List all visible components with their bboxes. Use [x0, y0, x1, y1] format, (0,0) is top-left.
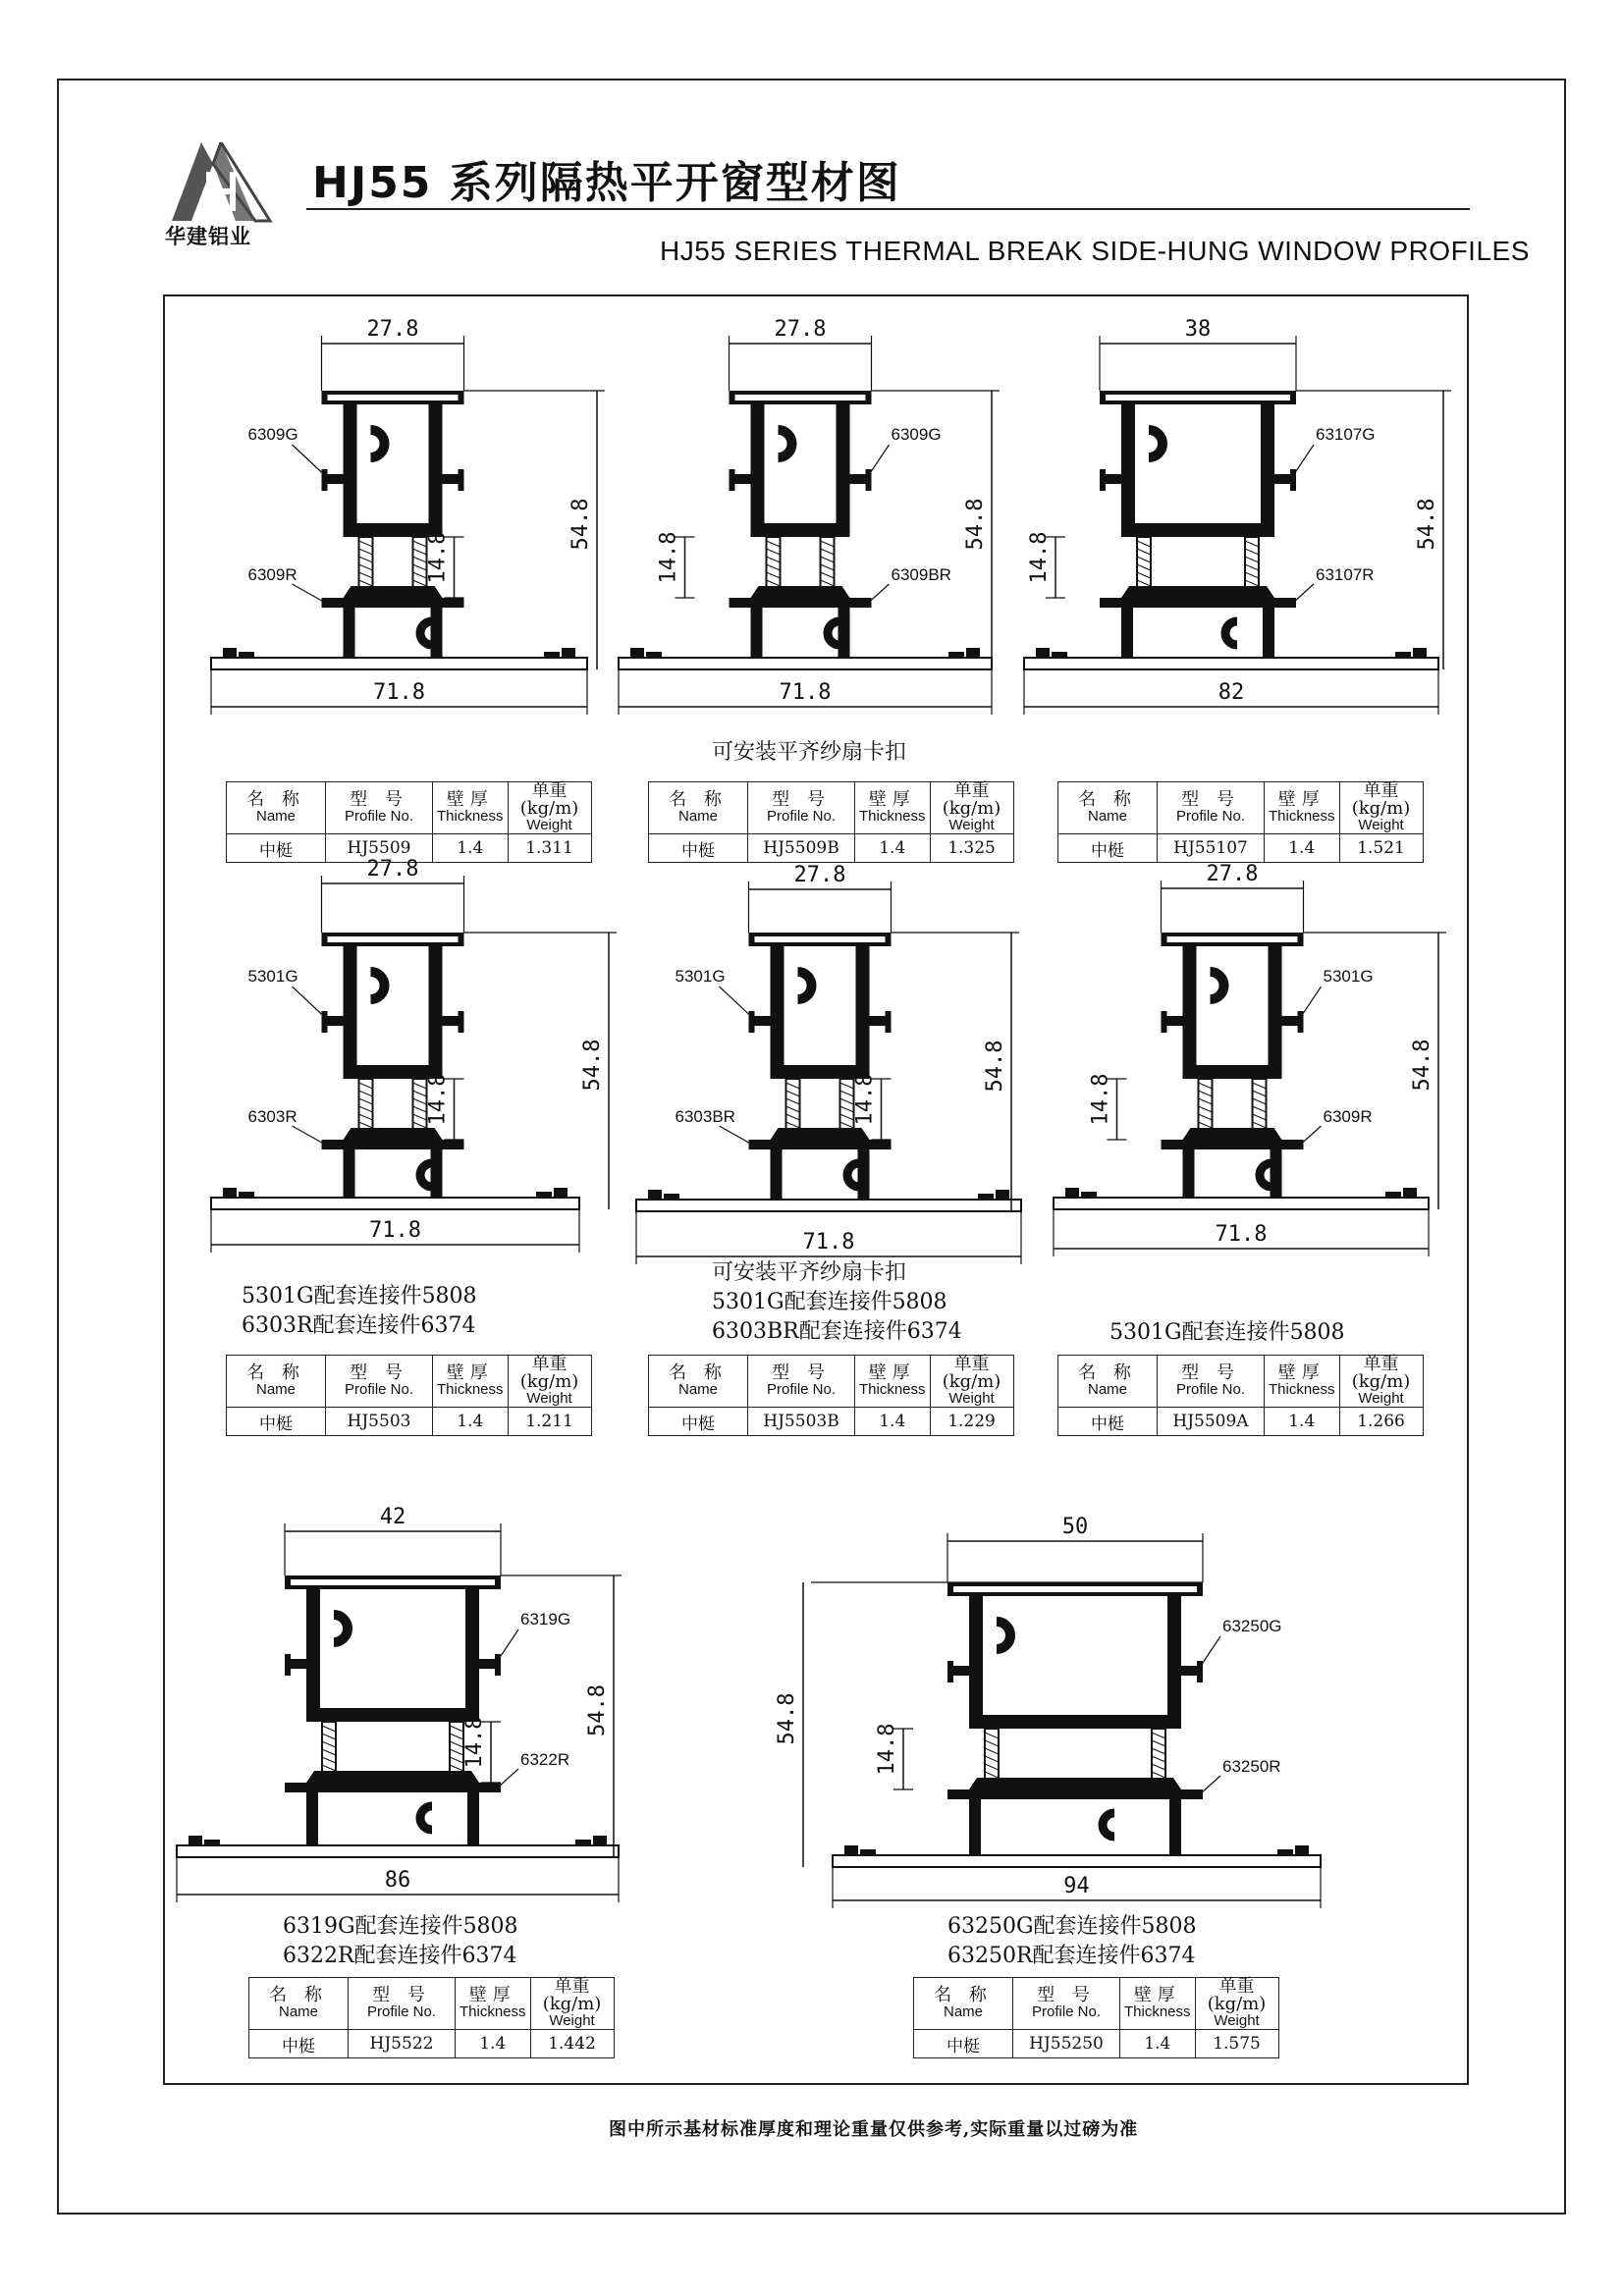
header-model: 型 号 Profile No.	[748, 1356, 855, 1408]
logo-text: 华建铝业	[165, 225, 251, 248]
profile-note: 5301G配套连接件5808	[1109, 1320, 1345, 1345]
dim-width: 42	[379, 1505, 406, 1529]
tag-bottom: 6309R	[1323, 1107, 1373, 1126]
dim-base: 82	[1217, 680, 1245, 705]
header-thickness: 壁厚 Thickness	[1265, 1356, 1340, 1408]
header-model: 型 号 Profile No.	[1013, 1978, 1120, 2030]
profile-note: 可安装平齐纱扇卡扣 5301G配套连接件5808 6303BR配套连接件6374	[712, 1260, 962, 1344]
thermal-strut	[359, 1079, 373, 1134]
header-weight: 单重(kg/m) Weight	[508, 782, 591, 834]
header-weight: 单重(kg/m) Weight	[530, 1978, 614, 2030]
header-model: 型 号 Profile No.	[349, 1978, 456, 2030]
dim-width: 27.8	[1206, 862, 1259, 886]
header-name: 名 称 Name	[649, 782, 748, 834]
cell-weight: 1.311	[508, 834, 591, 863]
cell-model: HJ5503	[326, 1408, 433, 1436]
header-name: 名 称 Name	[249, 1978, 349, 2030]
profile-note: 可安装平齐纱扇卡扣	[712, 740, 907, 765]
dim-base: 71.8	[802, 1230, 855, 1255]
dim-gap: 14.8	[852, 1073, 878, 1126]
profile-drawing-hj5503	[211, 857, 617, 1253]
cell-thickness: 1.4	[1265, 834, 1340, 863]
dim-base: 94	[1063, 1874, 1090, 1898]
header-model: 型 号 Profile No.	[326, 782, 433, 834]
cell-name: 中梃	[249, 2030, 349, 2058]
header-thickness: 壁厚 Thickness	[855, 1356, 931, 1408]
tag-bottom: 6303BR	[675, 1107, 735, 1126]
dim-base: 71.8	[779, 680, 832, 705]
header-model: 型 号 Profile No.	[1158, 782, 1265, 834]
dim-gap: 14.8	[656, 531, 681, 584]
profile-drawing-hj55107	[1024, 317, 1451, 715]
header-thickness: 壁厚 Thickness	[1265, 782, 1340, 834]
header-weight: 单重(kg/m) Weight	[1339, 782, 1423, 834]
cell-thickness: 1.4	[855, 1408, 931, 1436]
header-thickness: 壁厚 Thickness	[456, 1978, 531, 2030]
cell-weight: 1.229	[930, 1408, 1013, 1436]
tag-top: 63250G	[1222, 1617, 1282, 1635]
profile-drawing-hj5509	[211, 317, 605, 715]
cell-thickness: 1.4	[433, 1408, 509, 1436]
dim-base: 71.8	[373, 680, 425, 705]
cell-weight: 1.211	[508, 1408, 591, 1436]
thermal-strut	[985, 1729, 999, 1784]
cell-thickness: 1.4	[1265, 1408, 1340, 1436]
spec-table	[1057, 781, 1424, 863]
header-name: 名 称 Name	[1058, 1356, 1158, 1408]
thermal-strut	[1199, 1079, 1213, 1134]
cell-model: HJ55107	[1158, 834, 1265, 863]
tag-top: 5301G	[675, 967, 726, 986]
thermal-strut	[322, 1722, 336, 1777]
tag-top: 5301G	[247, 967, 298, 986]
profile-note: 63250G配套连接件5808 63250R配套连接件6374	[947, 1914, 1197, 1968]
thermal-strut	[786, 1079, 800, 1134]
cell-thickness: 1.4	[1120, 2030, 1196, 2058]
tag-bottom: 6322R	[520, 1750, 570, 1769]
tag-bottom: 6309BR	[891, 565, 951, 584]
header-name: 名 称 Name	[914, 1978, 1013, 2030]
spec-table	[913, 1977, 1279, 2058]
header-thickness: 壁厚 Thickness	[855, 782, 931, 834]
header-name: 名 称 Name	[649, 1356, 748, 1408]
dim-gap: 14.8	[1088, 1073, 1113, 1126]
spec-table	[226, 1355, 592, 1436]
cell-model: HJ5509B	[748, 834, 855, 863]
spec-table	[226, 781, 592, 863]
thermal-strut	[1253, 1079, 1267, 1134]
header-model: 型 号 Profile No.	[748, 782, 855, 834]
cell-model: HJ5522	[349, 2030, 456, 2058]
cell-weight: 1.575	[1195, 2030, 1278, 2058]
thermal-strut	[767, 537, 781, 592]
thermal-strut	[413, 1079, 427, 1134]
tag-top: 6309G	[247, 425, 298, 444]
profile-drawing-hj55250	[775, 1515, 1321, 1908]
header-weight: 单重(kg/m) Weight	[930, 1356, 1013, 1408]
cell-name: 中梃	[1058, 834, 1158, 863]
dim-base: 71.8	[369, 1218, 421, 1243]
tag-top: 63107G	[1316, 425, 1376, 444]
spec-table	[248, 1977, 615, 2058]
thermal-strut	[1152, 1729, 1165, 1784]
dim-height: 54.8	[983, 1040, 1007, 1093]
cell-thickness: 1.4	[456, 2030, 531, 2058]
page-subtitle: HJ55 SERIES THERMAL BREAK SIDE-HUNG WINDOW PROFILES	[660, 236, 1530, 266]
dim-height: 54.8	[568, 498, 593, 551]
header-weight: 单重(kg/m) Weight	[1195, 1978, 1278, 2030]
dim-height: 54.8	[580, 1039, 605, 1092]
page-title: HJ55 系列隔热平开窗型材图	[312, 158, 901, 208]
cell-model: HJ5509A	[1158, 1408, 1265, 1436]
tag-bottom: 6309R	[247, 565, 298, 584]
header-name: 名 称 Name	[1058, 782, 1158, 834]
dim-base: 86	[384, 1868, 411, 1893]
dim-height: 54.8	[585, 1684, 610, 1736]
header-name: 名 称 Name	[227, 1356, 326, 1408]
thermal-strut	[413, 537, 427, 592]
profile-note: 6319G配套连接件5808 6322R配套连接件6374	[283, 1914, 518, 1968]
dim-width: 50	[1061, 1515, 1089, 1539]
header-model: 型 号 Profile No.	[326, 1356, 433, 1408]
cell-name: 中梃	[227, 834, 326, 863]
dim-width: 27.8	[366, 317, 419, 342]
dim-width: 27.8	[774, 317, 827, 342]
header-weight: 单重(kg/m) Weight	[508, 1356, 591, 1408]
tag-bottom: 63107R	[1316, 565, 1375, 584]
tag-bottom: 6303R	[247, 1107, 298, 1126]
cell-model: HJ5509	[326, 834, 433, 863]
dim-height: 54.8	[1415, 498, 1439, 551]
profile-note: 5301G配套连接件5808 6303R配套连接件6374	[242, 1284, 477, 1338]
tag-top: 6309G	[891, 425, 942, 444]
cell-thickness: 1.4	[855, 834, 931, 863]
dim-base: 71.8	[1215, 1222, 1268, 1247]
dim-width: 38	[1184, 317, 1212, 342]
cell-name: 中梃	[227, 1408, 326, 1436]
header-thickness: 壁厚 Thickness	[1120, 1978, 1196, 2030]
cell-model: HJ5503B	[748, 1408, 855, 1436]
spec-table	[648, 781, 1014, 863]
profile-drawing-hj5509b	[619, 317, 1000, 715]
profile-drawing-hj5522	[177, 1505, 622, 1902]
dim-height: 54.8	[775, 1692, 799, 1745]
profile-drawing-hj5509a	[1054, 862, 1446, 1256]
tag-bottom: 63250R	[1222, 1757, 1281, 1776]
thermal-strut	[450, 1722, 463, 1777]
cell-weight: 1.521	[1339, 834, 1423, 863]
footer-note: 图中所示基材标准厚度和理论重量仅供参考,实际重量以过磅为准	[609, 2119, 1139, 2140]
dim-width: 27.8	[793, 863, 846, 887]
dim-height: 54.8	[963, 498, 988, 551]
dim-gap: 14.8	[425, 531, 451, 584]
cell-weight: 1.442	[530, 2030, 614, 2058]
header-thickness: 壁厚 Thickness	[433, 782, 509, 834]
header-name: 名 称 Name	[227, 782, 326, 834]
tag-top: 5301G	[1323, 967, 1374, 986]
tag-top: 6319G	[520, 1610, 571, 1629]
dim-width: 27.8	[366, 857, 419, 881]
dim-gap: 14.8	[425, 1073, 451, 1126]
thermal-strut	[821, 537, 835, 592]
dim-gap: 14.8	[875, 1723, 899, 1776]
dim-gap: 14.8	[462, 1716, 487, 1769]
thermal-strut	[840, 1079, 854, 1134]
thermal-strut	[1137, 537, 1151, 592]
cell-name: 中梃	[649, 834, 748, 863]
profile-drawing-hj5503b	[636, 863, 1021, 1264]
cell-model: HJ55250	[1013, 2030, 1120, 2058]
cell-name: 中梃	[649, 1408, 748, 1436]
cell-weight: 1.266	[1339, 1408, 1423, 1436]
thermal-strut	[359, 537, 373, 592]
cell-name: 中梃	[914, 2030, 1013, 2058]
dim-height: 54.8	[1410, 1039, 1434, 1092]
thermal-strut	[1245, 537, 1259, 592]
header-model: 型 号 Profile No.	[1158, 1356, 1265, 1408]
header-thickness: 壁厚 Thickness	[433, 1356, 509, 1408]
header-weight: 单重(kg/m) Weight	[1339, 1356, 1423, 1408]
cell-thickness: 1.4	[433, 834, 509, 863]
cell-name: 中梃	[1058, 1408, 1158, 1436]
spec-table	[1057, 1355, 1424, 1436]
spec-table	[648, 1355, 1014, 1436]
header-weight: 单重(kg/m) Weight	[930, 782, 1013, 834]
dim-gap: 14.8	[1027, 531, 1052, 584]
cell-weight: 1.325	[930, 834, 1013, 863]
